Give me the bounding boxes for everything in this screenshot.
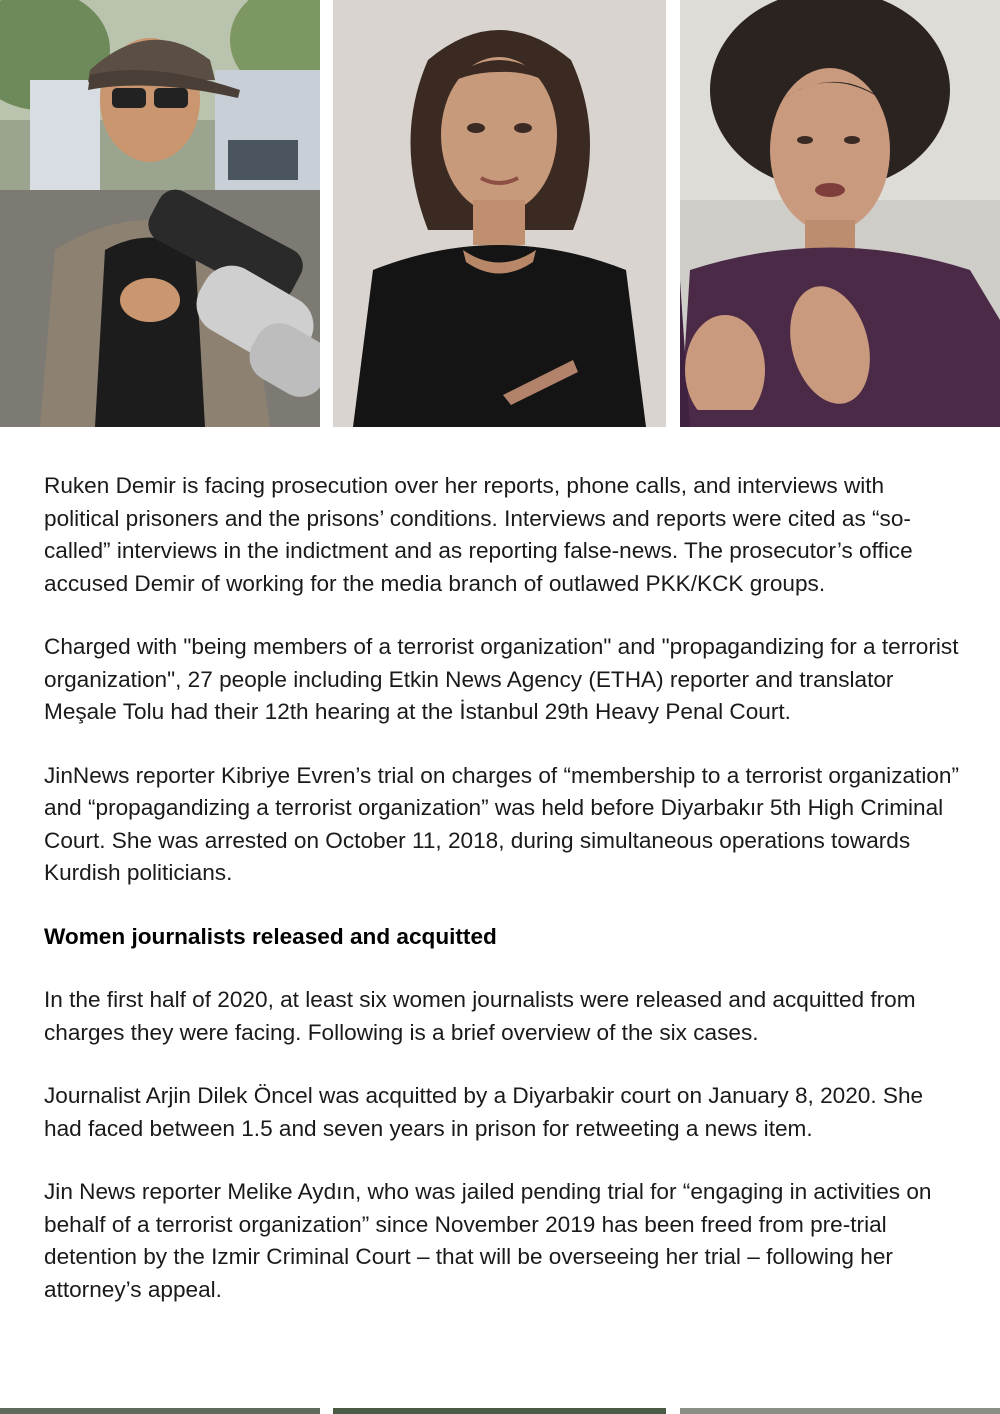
photo-strip-center	[333, 1408, 666, 1414]
next-photo-row-strip	[0, 1408, 1000, 1414]
paragraph-overview: In the first half of 2020, at least six women journalists were released and acquitted from charges they were facing. Following is a brief overview of the six cases.	[44, 987, 916, 1045]
photo-mesale-tolu	[333, 0, 666, 427]
photo-strip-left	[0, 1408, 320, 1414]
paragraph-arjin-dilek-oncel: Journalist Arjin Dilek Öncel was acquitted by a Diyarbakir court on January 8, 2020. She had faced between 1.5 and seven years in prison for retweeting a news item.	[44, 1083, 924, 1141]
paragraph-melike-aydin: Jin News reporter Melike Aydın, who was jailed pending trial for “engaging in activities on behalf of a terrorist organization” since November 2019 has been freed from pre-trial detention by the Izmir Criminal Court – that will be overseeing her trial – following her attorney’s appeal.	[44, 1179, 932, 1302]
photo-ruken-demir	[0, 0, 320, 427]
photo-row	[0, 0, 1000, 427]
paragraph-ruken-demir: Ruken Demir is facing prosecution over her reports, phone calls, and interviews with political prisoners and the prisons’ conditions. Interviews and reports were cited as “so-called” interviews in the indictment and as reporting false-news. The prosecutor’s office accused Demir of working for the media branch of outlawed PKK/KCK groups.	[44, 473, 913, 596]
paragraph-kibriye-evren: JinNews reporter Kibriye Evren’s trial on charges of “membership to a terrorist organization” and “propagandizing a terrorist organization” was held before Diyarbakır 5th High Criminal Court. She was arrested on October 11, 2018, during simultaneous operations towards Kurdish politicians.	[44, 762, 960, 885]
article-body	[44, 470, 964, 1337]
paragraph-mesale-tolu: Charged with "being members of a terrorist organization" and "propagandizing for a terrorist organization", 27 people including Etkin News Agency (ETHA) reporter and translator Meşale Tolu had their 12th hearing at the İstanbul 29th Heavy Penal Court.	[44, 634, 959, 724]
section-heading: Women journalists released and acquitted	[44, 923, 497, 949]
photo-kibriye-evren	[680, 0, 1000, 427]
photo-strip-right	[680, 1408, 1000, 1414]
